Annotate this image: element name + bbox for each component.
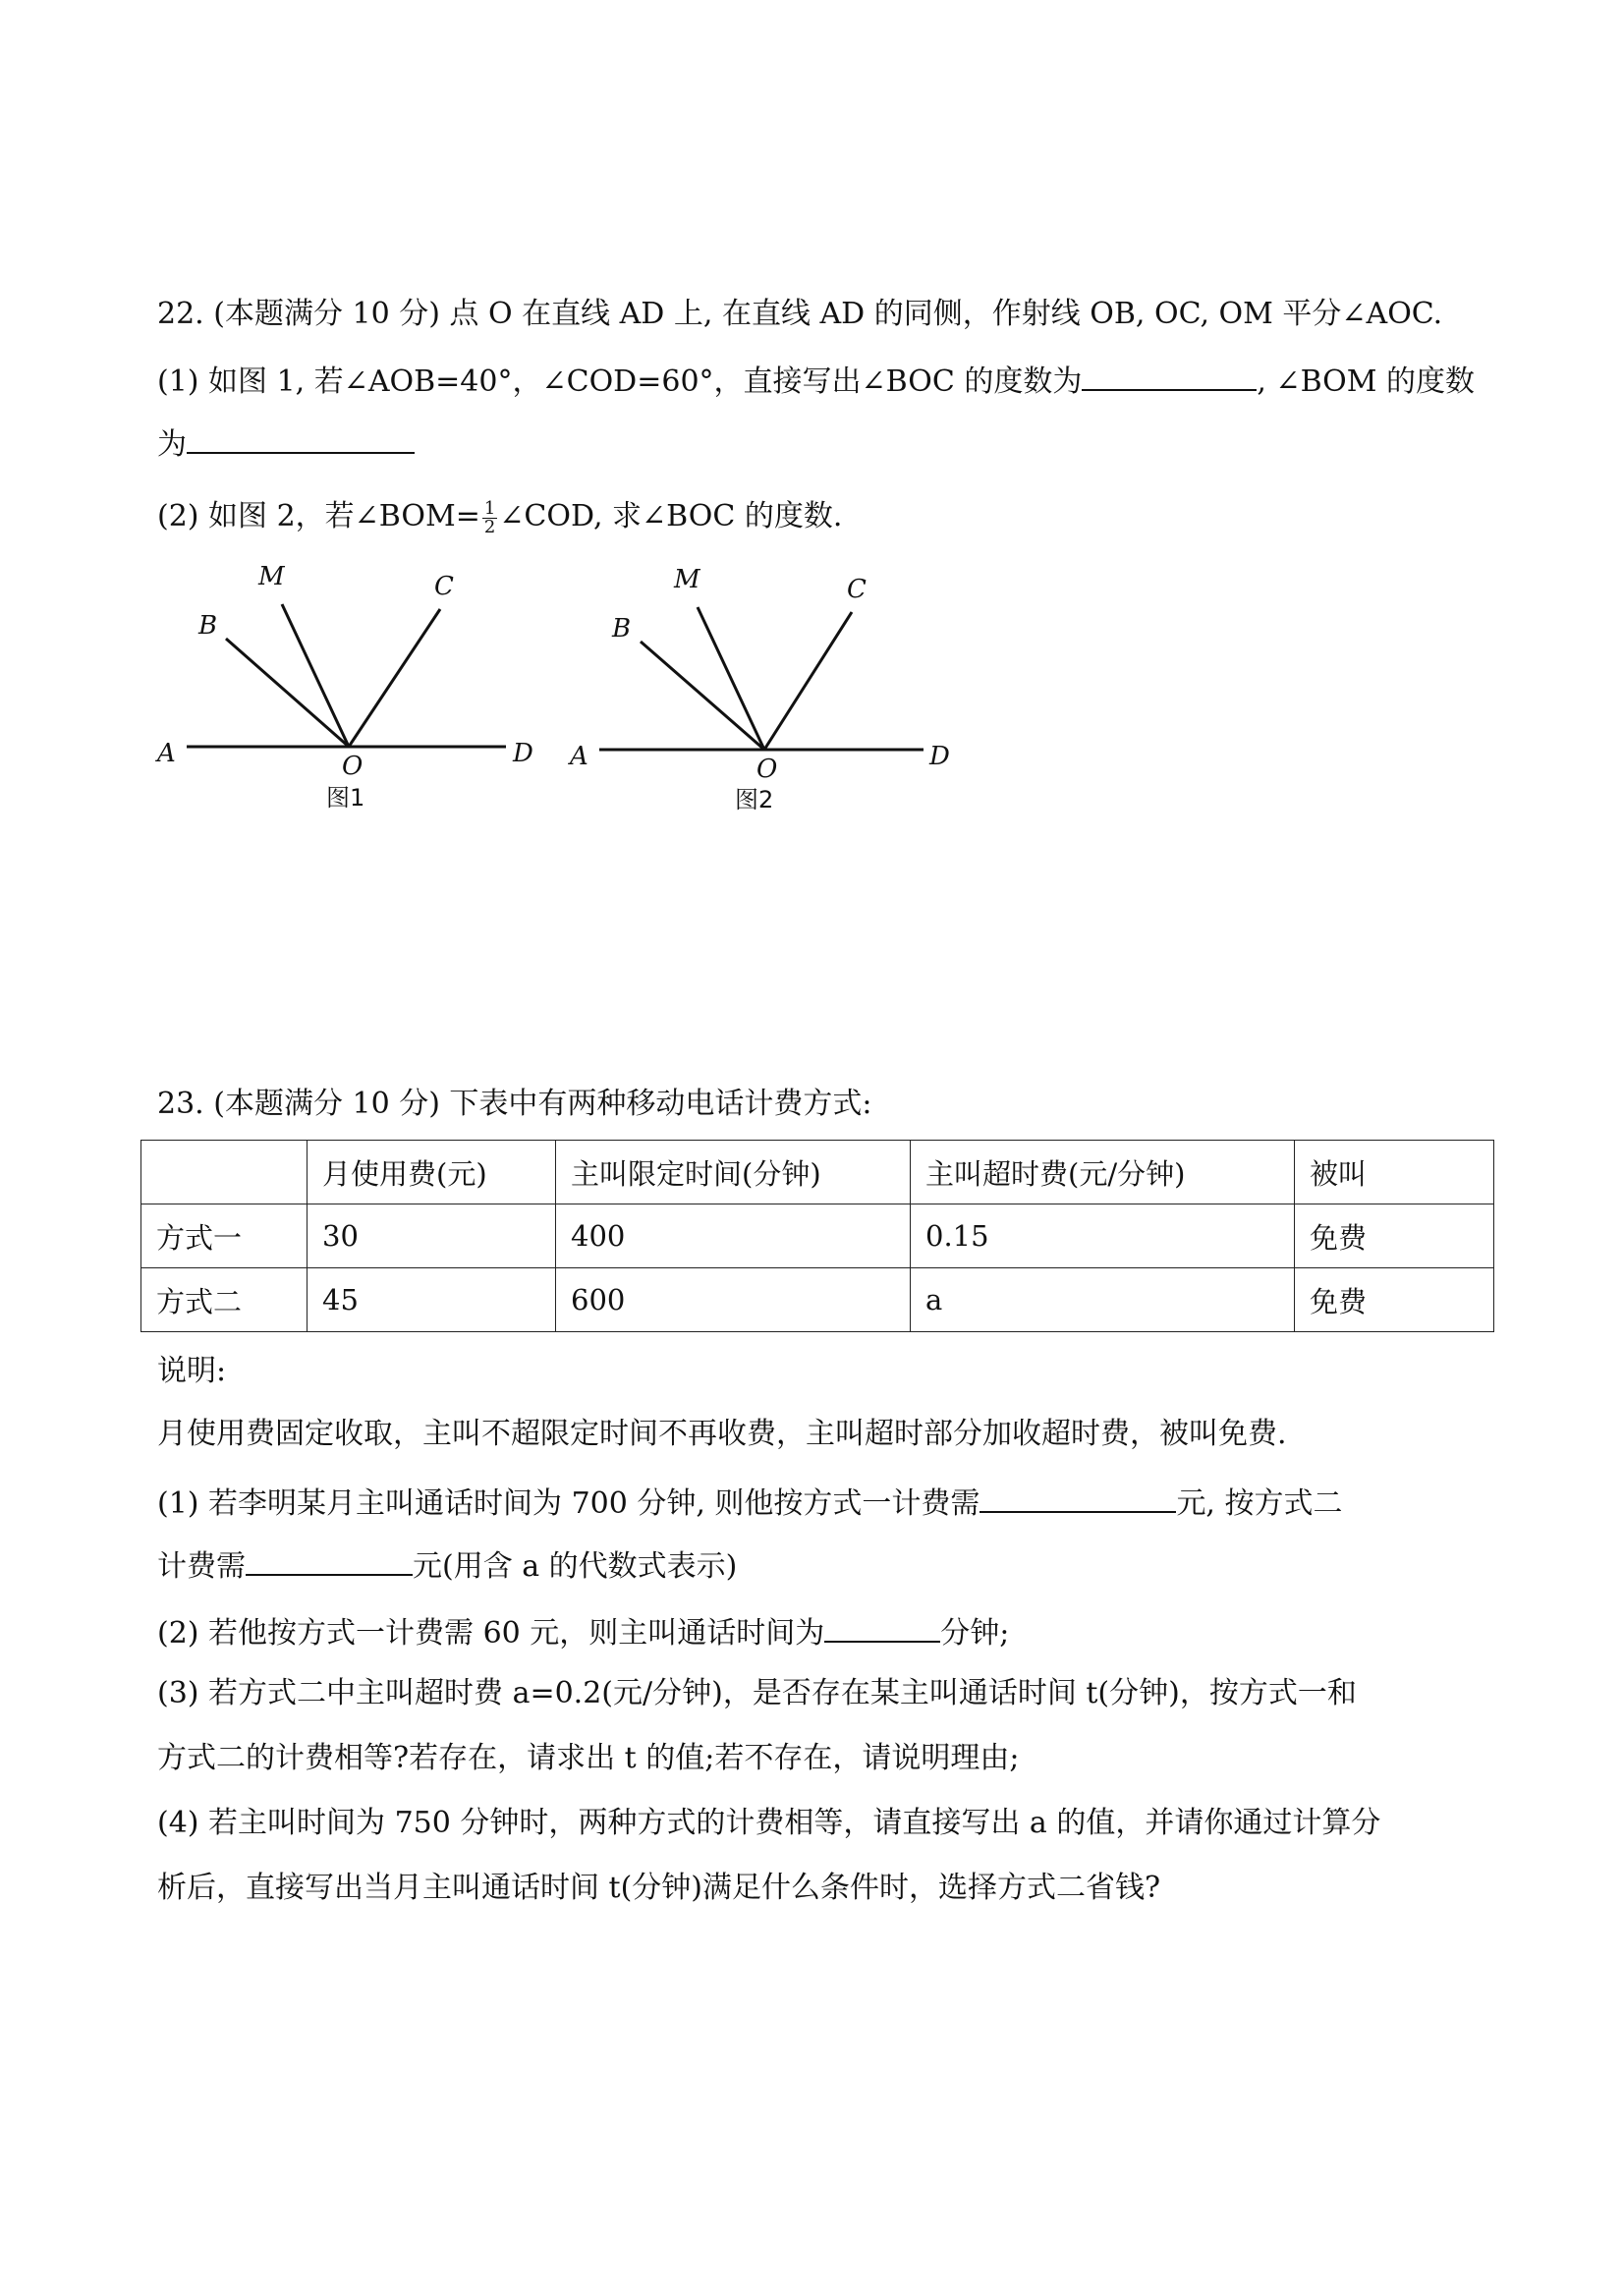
q22-part1-line1 bbox=[157, 360, 1475, 402]
table-header-cell: 月使用费(元) bbox=[308, 1141, 556, 1204]
q23-answer-blank-minutes[interactable] bbox=[824, 1611, 940, 1643]
ray-oc bbox=[764, 612, 852, 750]
ray-oc bbox=[349, 609, 440, 747]
q23-part1-text-b: 元, 按方式二 bbox=[1176, 1486, 1343, 1521]
table-row bbox=[141, 1204, 1494, 1268]
label-d: D bbox=[929, 742, 950, 771]
table-header-cell: 被叫 bbox=[1295, 1141, 1494, 1204]
label-d: D bbox=[513, 739, 533, 768]
q22-part1-text-b: , ∠BOM 的度数 bbox=[1257, 364, 1476, 399]
fraction-numerator: 1 bbox=[483, 497, 496, 519]
label-a: A bbox=[157, 739, 176, 768]
q22-part2 bbox=[157, 497, 842, 536]
label-c: C bbox=[847, 575, 867, 604]
q23-answer-blank-plan2[interactable] bbox=[246, 1544, 413, 1576]
q23-part1-line2 bbox=[157, 1544, 737, 1587]
table-cell: 免费 bbox=[1295, 1204, 1494, 1268]
table-header-row bbox=[141, 1141, 1494, 1204]
table-cell: 0.15 bbox=[911, 1204, 1295, 1268]
table-cell: 方式一 bbox=[141, 1204, 308, 1268]
table-cell: a bbox=[911, 1268, 1295, 1332]
q23-part3-line2: 方式二的计费相等?若存在，请求出 t 的值;若不存在，请说明理由; bbox=[157, 1741, 1020, 1775]
table-cell: 30 bbox=[308, 1204, 556, 1268]
q23-part2 bbox=[157, 1611, 1009, 1653]
label-o: O bbox=[342, 752, 364, 781]
ray-ob bbox=[226, 639, 349, 747]
label-m: M bbox=[258, 562, 285, 591]
q23-stem: 23. (本题满分 10 分) 下表中有两种移动电话计费方式: bbox=[157, 1087, 872, 1121]
q22-answer-blank-boc[interactable] bbox=[1082, 360, 1257, 391]
fraction-denominator: 2 bbox=[483, 516, 496, 537]
label-c: C bbox=[434, 572, 454, 601]
table-cell: 45 bbox=[308, 1268, 556, 1332]
label-b: B bbox=[612, 614, 632, 644]
figure-2-caption: 图2 bbox=[735, 786, 774, 813]
label-a: A bbox=[570, 742, 588, 771]
ray-om bbox=[282, 604, 349, 747]
q22-part2-text-a: (2) 如图 2，若∠BOM= bbox=[157, 499, 480, 533]
q23-note: 月使用费固定收取，主叫不超限定时间不再收费，主叫超时部分加收超时费，被叫免费. bbox=[157, 1417, 1287, 1451]
table-header-cell bbox=[141, 1141, 308, 1204]
table-cell: 方式二 bbox=[141, 1268, 308, 1332]
label-b: B bbox=[198, 611, 218, 641]
q23-part1-text-a: (1) 若李明某月主叫通话时间为 700 分钟, 则他按方式一计费需 bbox=[157, 1486, 980, 1521]
q23-part1-line1 bbox=[157, 1482, 1343, 1524]
q22-part1-text-c: 为 bbox=[157, 427, 187, 462]
q23-part1-text-d: 元(用含 a 的代数式表示) bbox=[413, 1549, 738, 1584]
table-cell: 600 bbox=[556, 1268, 911, 1332]
table-cell: 400 bbox=[556, 1204, 911, 1268]
q23-part2-text-b: 分钟; bbox=[940, 1616, 1010, 1651]
q22-part1-line2 bbox=[157, 422, 415, 465]
q23-note-title: 说明: bbox=[157, 1354, 227, 1388]
q22-answer-blank-bom[interactable] bbox=[187, 422, 415, 454]
fraction-one-half bbox=[482, 497, 497, 537]
table-row bbox=[141, 1268, 1494, 1332]
q23-part4-line1: (4) 若主叫时间为 750 分钟时，两种方式的计费相等，请直接写出 a 的值，并请你通过计算分 bbox=[157, 1806, 1381, 1840]
table-header-cell: 主叫限定时间(分钟) bbox=[556, 1141, 911, 1204]
table-header-cell: 主叫超时费(元/分钟) bbox=[911, 1141, 1295, 1204]
q22-stem: 22. (本题满分 10 分) 点 O 在直线 AD 上, 在直线 AD 的同侧，作射线 OB, OC, OM 平分∠AOC. bbox=[157, 297, 1443, 331]
q23-part2-text-a: (2) 若他按方式一计费需 60 元，则主叫通话时间为 bbox=[157, 1616, 825, 1651]
q22-part1-text-a: (1) 如图 1, 若∠AOB=40°，∠COD=60°，直接写出∠BOC 的度数为 bbox=[157, 364, 1083, 399]
figure-1-caption: 图1 bbox=[326, 784, 365, 812]
figure-1 bbox=[147, 550, 570, 825]
q23-part1-text-c: 计费需 bbox=[157, 1549, 246, 1584]
figure-2 bbox=[560, 550, 982, 825]
q22-part2-text-b: ∠COD, 求∠BOC 的度数. bbox=[499, 499, 843, 533]
fee-table bbox=[140, 1140, 1494, 1332]
ray-om bbox=[698, 607, 764, 750]
table-cell: 免费 bbox=[1295, 1268, 1494, 1332]
label-m: M bbox=[674, 565, 700, 594]
label-o: O bbox=[756, 755, 778, 784]
ray-ob bbox=[641, 642, 764, 750]
q23-part4-line2: 析后，直接写出当月主叫通话时间 t(分钟)满足什么条件时，选择方式二省钱? bbox=[157, 1871, 1161, 1905]
q23-answer-blank-plan1[interactable] bbox=[979, 1482, 1176, 1513]
q23-part3-line1: (3) 若方式二中主叫超时费 a=0.2(元/分钟)，是否存在某主叫通话时间 t(分钟)，按方式一和 bbox=[157, 1676, 1357, 1710]
